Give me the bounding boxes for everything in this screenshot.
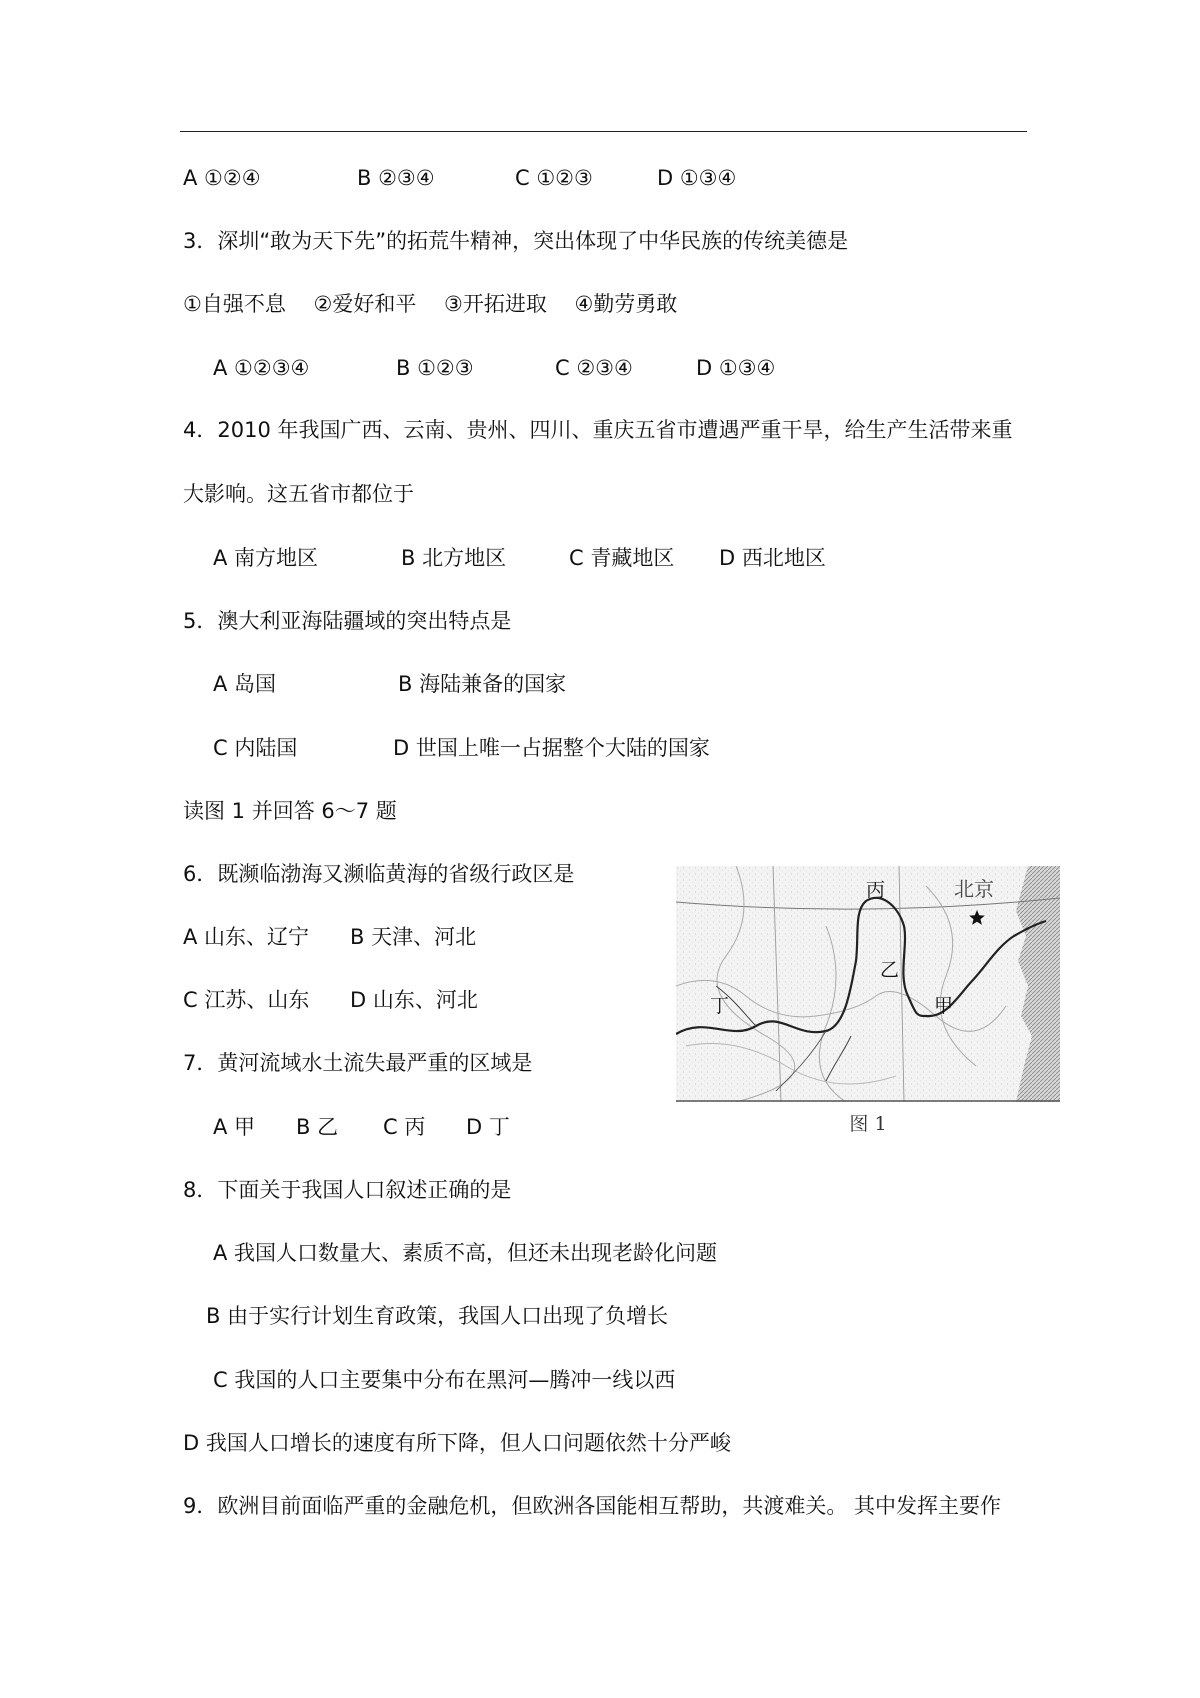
read-figure-prompt: 读图 1 并回答 6～7 题 <box>183 799 397 823</box>
q7-option-a: A 甲 <box>213 1115 256 1139</box>
q3-option-a: A ①②③④ <box>213 356 310 380</box>
q7-option-c: C 丙 <box>383 1115 426 1139</box>
q2-option-c: C ①②③ <box>515 166 593 190</box>
q3-option-b: B ①②③ <box>396 356 474 380</box>
q8-option-a: A 我国人口数量大、素质不高，但还未出现老龄化问题 <box>213 1241 718 1265</box>
q2-option-a: A ①②④ <box>183 166 261 190</box>
q7-option-b: B 乙 <box>296 1115 339 1139</box>
q5-option-b: B 海陆兼备的国家 <box>398 672 567 696</box>
q4-stem-line2: 大影响。这五省市都位于 <box>183 482 414 506</box>
map-label-yi: 乙 <box>880 959 900 981</box>
q4-option-d: D 西北地区 <box>719 546 826 570</box>
map-label-ding: 丁 <box>710 995 730 1017</box>
q8-stem: 8．下面关于我国人口叙述正确的是 <box>183 1178 512 1202</box>
q3-items: ①自强不息 ②爱好和平 ③开拓进取 ④勤劳勇敢 <box>183 292 678 316</box>
map-label-beijing: 北京 <box>954 877 994 901</box>
map-label-jia: 甲 <box>934 995 954 1017</box>
q8-option-d: D 我国人口增长的速度有所下降，但人口问题依然十分严峻 <box>183 1431 731 1455</box>
figure-1-caption: 图 1 <box>849 1113 887 1135</box>
q7-stem: 7．黄河流域水土流失最严重的区域是 <box>183 1051 533 1075</box>
q5-stem: 5．澳大利亚海陆疆域的突出特点是 <box>183 609 512 633</box>
map-background <box>676 866 1060 1102</box>
figure-1 <box>676 866 1060 1136</box>
q4-option-a: A 南方地区 <box>213 546 319 570</box>
q3-stem: 3．深圳“敢为天下先”的拓荒牛精神，突出体现了中华民族的传统美德是 <box>183 229 849 253</box>
q6-option-a: A 山东、辽宁 <box>183 925 310 949</box>
q5-option-a: A 岛国 <box>213 672 277 696</box>
figure-1-map <box>676 866 1060 1102</box>
q4-option-b: B 北方地区 <box>401 546 507 570</box>
q5-option-c: C 内陆国 <box>213 736 298 760</box>
q8-option-b: B 由于实行计划生育政策，我国人口出现了负增长 <box>206 1304 669 1328</box>
q4-stem-line1: 4．2010 年我国广西、云南、贵州、四川、重庆五省市遭遇严重干旱，给生产生活带来重 <box>183 418 1013 442</box>
q2-option-b: B ②③④ <box>357 166 435 190</box>
q6-option-d: D 山东、河北 <box>350 988 478 1012</box>
q7-option-d: D 丁 <box>466 1115 510 1139</box>
header-rule <box>180 131 1027 132</box>
q2-option-d: D ①③④ <box>657 166 737 190</box>
q8-option-c: C 我国的人口主要集中分布在黑河—腾冲一线以西 <box>213 1368 676 1392</box>
q3-option-d: D ①③④ <box>696 356 776 380</box>
q5-option-d: D 世国上唯一占据整个大陆的国家 <box>393 736 710 760</box>
q3-option-c: C ②③④ <box>555 356 633 380</box>
q6-option-c: C 江苏、山东 <box>183 988 310 1012</box>
q4-option-c: C 青藏地区 <box>569 546 675 570</box>
q6-option-b: B 天津、河北 <box>350 925 477 949</box>
q9-stem: 9．欧洲目前面临严重的金融危机，但欧洲各国能相互帮助，共渡难关。 其中发挥主要作 <box>183 1494 1002 1518</box>
map-label-bing: 丙 <box>866 879 886 901</box>
q6-stem: 6．既濒临渤海又濒临黄海的省级行政区是 <box>183 862 575 886</box>
